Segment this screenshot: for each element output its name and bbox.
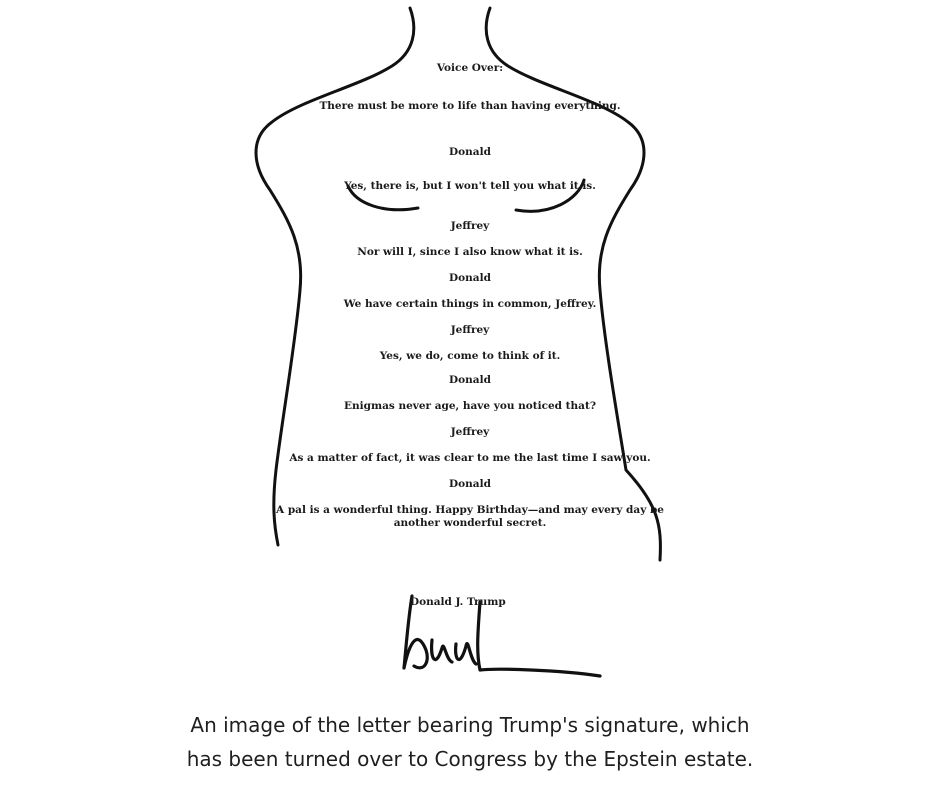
letter-line: As a matter of fact, it was clear to me the last time I saw you. — [289, 452, 651, 464]
letter-line: We have certain things in common, Jeffrey. — [343, 298, 597, 310]
handwritten-signature — [404, 596, 600, 676]
letter-heading: Voice Over: — [436, 62, 504, 74]
letter-closing: A pal is a wonderful thing. Happy Birthday—and may every day be another wonderful secret. — [276, 504, 664, 529]
signature-typed-name: Donald J. Trump — [410, 596, 506, 608]
letter-line: Yes, we do, come to think of it. — [379, 350, 561, 362]
letter-line: Enigmas never age, have you noticed that? — [344, 400, 596, 412]
letter-speaker: Jeffrey — [450, 426, 490, 438]
letter-line: Nor will I, since I also know what it is. — [357, 246, 583, 258]
caption-line-2: has been turned over to Congress by the Epstein estate. — [186, 747, 754, 771]
letter-speaker: Jeffrey — [450, 220, 490, 232]
letter-speaker: Donald — [449, 272, 491, 284]
letter-speaker: Donald — [449, 146, 491, 158]
letter-speaker: Jeffrey — [450, 324, 490, 336]
letter-speaker: Donald — [449, 478, 491, 490]
letter-speaker: Donald — [449, 374, 491, 386]
letter-line: There must be more to life than having everything. — [319, 100, 621, 112]
letter-line: Yes, there is, but I won't tell you what it is. — [344, 180, 596, 192]
figure-caption — [120, 708, 820, 776]
caption-line-1: An image of the letter bearing Trump's signature, which — [190, 713, 750, 737]
